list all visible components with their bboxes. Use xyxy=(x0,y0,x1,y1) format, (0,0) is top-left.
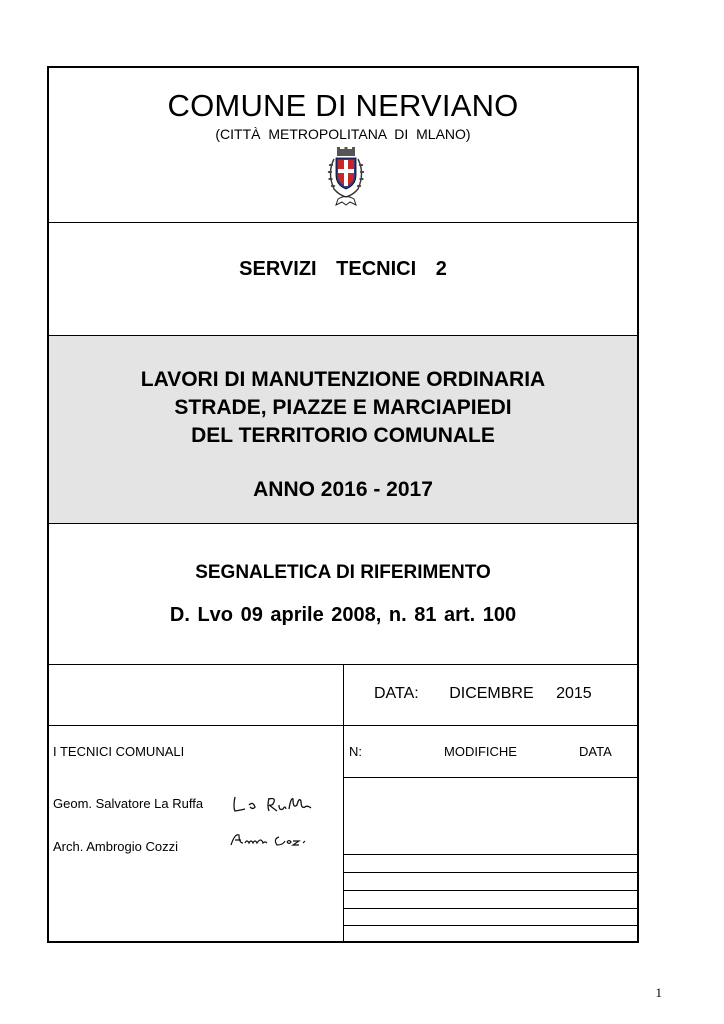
page-number: 1 xyxy=(655,985,662,1000)
signature-la-ruffa xyxy=(231,793,315,815)
revision-col-number: N: xyxy=(349,744,362,759)
project-title xyxy=(49,366,637,450)
revision-row-line xyxy=(343,925,637,926)
column-divider xyxy=(343,664,344,943)
divider xyxy=(49,523,637,524)
project-year: ANNO 2016 - 2017 xyxy=(253,478,433,501)
technicians-heading: I TECNICI COMUNALI xyxy=(53,744,185,759)
revision-row-line xyxy=(343,908,637,909)
revision-row-line xyxy=(343,777,637,778)
revision-row-line xyxy=(343,890,637,891)
coat-of-arms-icon xyxy=(324,147,368,207)
revision-col-date: DATA xyxy=(579,744,612,759)
law-reference: D. Lvo 09 aprile 2008, n. 81 art. 100 xyxy=(169,604,517,626)
signature-cozzi xyxy=(227,831,323,849)
technician-1: Geom. Salvatore La Ruffa xyxy=(53,796,204,811)
page-subtitle: (CITTÀ METROPOLITANA DI MLANO) xyxy=(215,126,471,142)
divider xyxy=(49,725,637,726)
date-month: DICEMBRE xyxy=(449,685,534,702)
department-title: SERVIZI TECNICI 2 xyxy=(239,258,447,280)
revision-row-line xyxy=(343,872,637,873)
divider xyxy=(49,222,637,223)
technician-2: Arch. Ambrogio Cozzi xyxy=(53,839,178,854)
project-line-3: DEL TERRITORIO COMUNALE xyxy=(191,424,495,447)
revision-col-changes: MODIFICHE xyxy=(444,744,517,759)
date-year: 2015 xyxy=(556,685,592,702)
date-block xyxy=(374,685,592,703)
reference-title: SEGNALETICA DI RIFERIMENTO xyxy=(195,562,491,583)
date-label: DATA: xyxy=(374,685,419,702)
revision-row-line xyxy=(343,854,637,855)
page-title: COMUNE DI NERVIANO xyxy=(167,88,519,123)
project-line-2: STRADE, PIAZZE E MARCIAPIEDI xyxy=(174,396,512,419)
project-line-1: LAVORI DI MANUTENZIONE ORDINARIA xyxy=(140,368,546,391)
cover-frame xyxy=(47,66,639,943)
